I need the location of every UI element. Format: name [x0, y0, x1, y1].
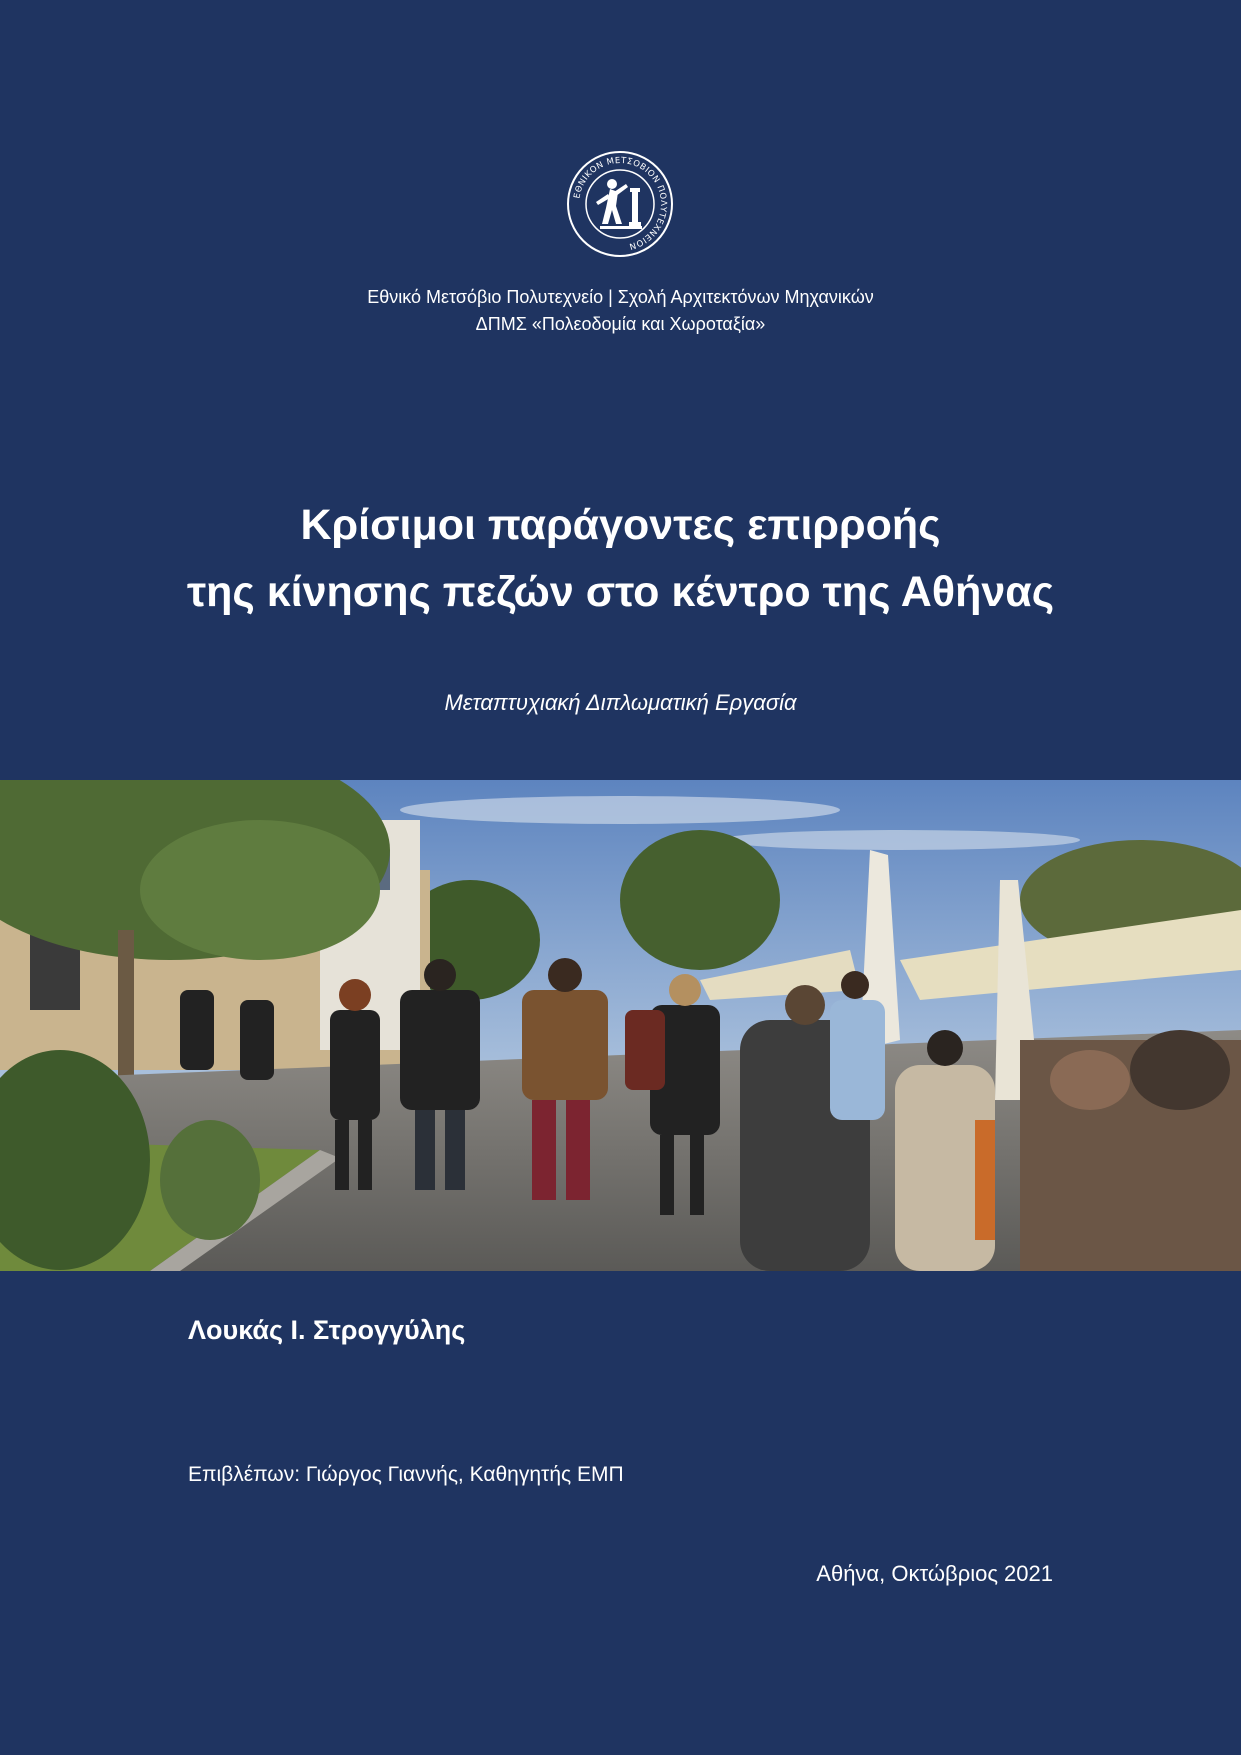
institution-line: Εθνικό Μετσόβιο Πολυτεχνείο | Σχολή Αρχιτεκτόνων Μηχανικών: [367, 287, 874, 307]
supervisor-line: Επιβλέπων: Γιώργος Γιαννής, Καθηγητής ΕΜΠ: [188, 1463, 624, 1486]
svg-text:ΕΘΝΙΚΟΝ ΜΕΤΣΟΒΙΟΝ ΠΟΛΥΤΕΧΝΕΙΟΝ: ΕΘΝΙΚΟΝ ΜΕΤΣΟΒΙΟΝ ΠΟΛΥΤΕΧΝΕΙΟΝ: [572, 155, 669, 251]
pedestrian-street-photo: [0, 780, 1241, 1271]
thesis-title-line-2: της κίνησης πεζών στο κέντρο της Αθήνας: [186, 568, 1055, 616]
university-seal-icon: [566, 150, 674, 258]
thesis-type: Μεταπτυχιακή Διπλωματική Εργασία: [444, 690, 797, 715]
thesis-title-line-1: Κρίσιμοι παράγοντες επιρροής: [300, 501, 941, 549]
program-line: ΔΠΜΣ «Πολεοδομία και Χωροταξία»: [475, 314, 766, 334]
place-and-date: Αθήνα, Οκτώβριος 2021: [816, 1561, 1053, 1586]
author-name: Λουκάς Ι. Στρογγύλης: [188, 1315, 466, 1345]
